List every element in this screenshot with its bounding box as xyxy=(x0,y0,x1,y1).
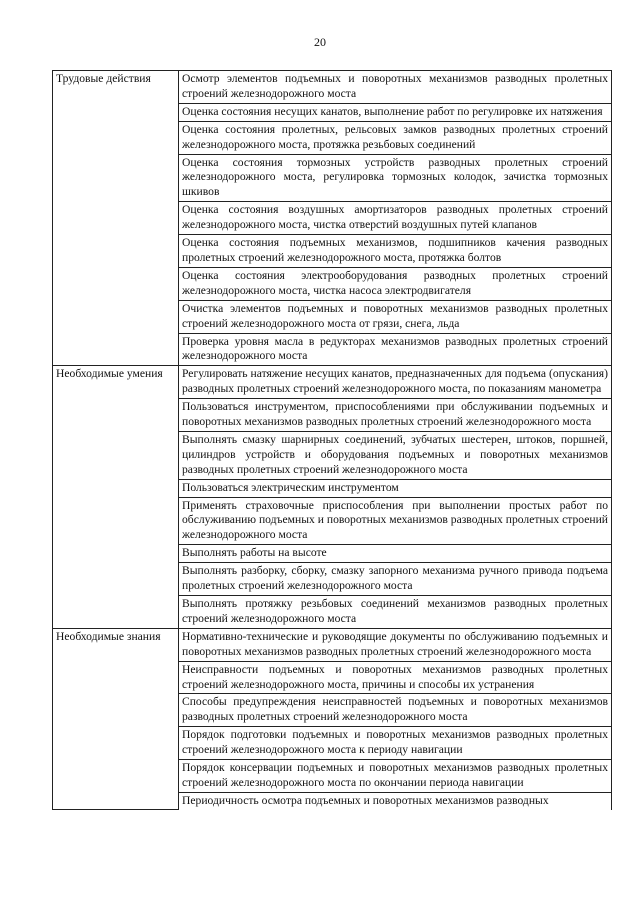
table-cell: Оценка состояния пролетных, рельсовых замков разводных пролетных строений железнодорожного моста, протяжка резьбовых соединений xyxy=(179,121,612,154)
table-cell: Пользоваться электрическим инструментом xyxy=(179,479,612,497)
table-cell: Выполнять смазку шарнирных соединений, зубчатых шестерен, штоков, поршней, цилиндров устройств и оборудования подъемных и поворотных механизмов разводных пролетных строений железнодорожного моста xyxy=(179,431,612,479)
table-cell: Оценка состояния тормозных устройств разводных пролетных строений железнодорожного моста, регулировка тормозных колодок, зачистка тормозных шкивов xyxy=(179,154,612,202)
table-cell: Оценка состояния несущих канатов, выполнение работ по регулировке их натяжения xyxy=(179,103,612,121)
competency-table xyxy=(52,70,612,810)
table-cell: Пользоваться инструментом, приспособлениями при обслуживании подъемных и поворотных механизмов разводных пролетных строений железнодорожного моста xyxy=(179,399,612,432)
table-cell: Осмотр элементов подъемных и поворотных механизмов разводных пролетных строений железнодорожного моста xyxy=(179,71,612,104)
table-cell: Нормативно-технические и руководящие документы по обслуживанию подъемных и поворотных механизмов разводных пролетных строений железнодорожного моста xyxy=(179,628,612,661)
table-cell: Оценка состояния подъемных механизмов, подшипников качения разводных пролетных строений железнодорожного моста, протяжка болтов xyxy=(179,235,612,268)
page-number: 20 xyxy=(314,35,326,49)
table-cell: Выполнять работы на высоте xyxy=(179,545,612,563)
table-row xyxy=(53,71,612,104)
table-cell: Оценка состояния электрооборудования разводных пролетных строений железнодорожного моста, чистка насоса электродвигателя xyxy=(179,267,612,300)
table-cell: Способы предупреждения неисправностей подъемных и поворотных механизмов разводных пролетных строений железнодорожного моста xyxy=(179,694,612,727)
table-row xyxy=(53,366,612,399)
section-label-required-knowledge: Необходимые знания xyxy=(53,628,179,809)
table-cell: Регулировать натяжение несущих канатов, предназначенных для подъема (опускания) разводных пролетных строений железнодорожного моста, по показаниям манометра xyxy=(179,366,612,399)
table-cell: Очистка элементов подъемных и поворотных механизмов разводных пролетных строений железнодорожного моста от грязи, снега, льда xyxy=(179,300,612,333)
table-cell: Периодичность осмотра подъемных и поворотных механизмов разводных xyxy=(179,792,612,809)
table-cell: Применять страховочные приспособления при выполнении простых работ по обслуживанию подъемных и поворотных механизмов разводных пролетных строений железнодорожного моста xyxy=(179,497,612,545)
section-label-required-skills: Необходимые умения xyxy=(53,366,179,629)
table-cell: Проверка уровня масла в редукторах механизмов разводных пролетных строений железнодорожного моста xyxy=(179,333,612,366)
table-cell: Порядок подготовки подъемных и поворотных механизмов разводных пролетных строений железнодорожного моста к периоду навигации xyxy=(179,727,612,760)
table-cell: Оценка состояния воздушных амортизаторов разводных пролетных строений железнодорожного моста, чистка отверстий воздушных путей клапанов xyxy=(179,202,612,235)
table-cell: Выполнять разборку, сборку, смазку запорного механизма ручного привода подъема пролетных строений железнодорожного моста xyxy=(179,563,612,596)
table-cell: Неисправности подъемных и поворотных механизмов разводных пролетных строений железнодорожного моста, причины и способы их устранения xyxy=(179,661,612,694)
table-cell: Выполнять протяжку резьбовых соединений механизмов разводных пролетных строений железнодорожного моста xyxy=(179,596,612,629)
table-row xyxy=(53,628,612,661)
section-label-labor-actions: Трудовые действия xyxy=(53,71,179,366)
table-cell: Порядок консервации подъемных и поворотных механизмов разводных пролетных строений железнодорожного моста по окончании периода навигации xyxy=(179,760,612,793)
